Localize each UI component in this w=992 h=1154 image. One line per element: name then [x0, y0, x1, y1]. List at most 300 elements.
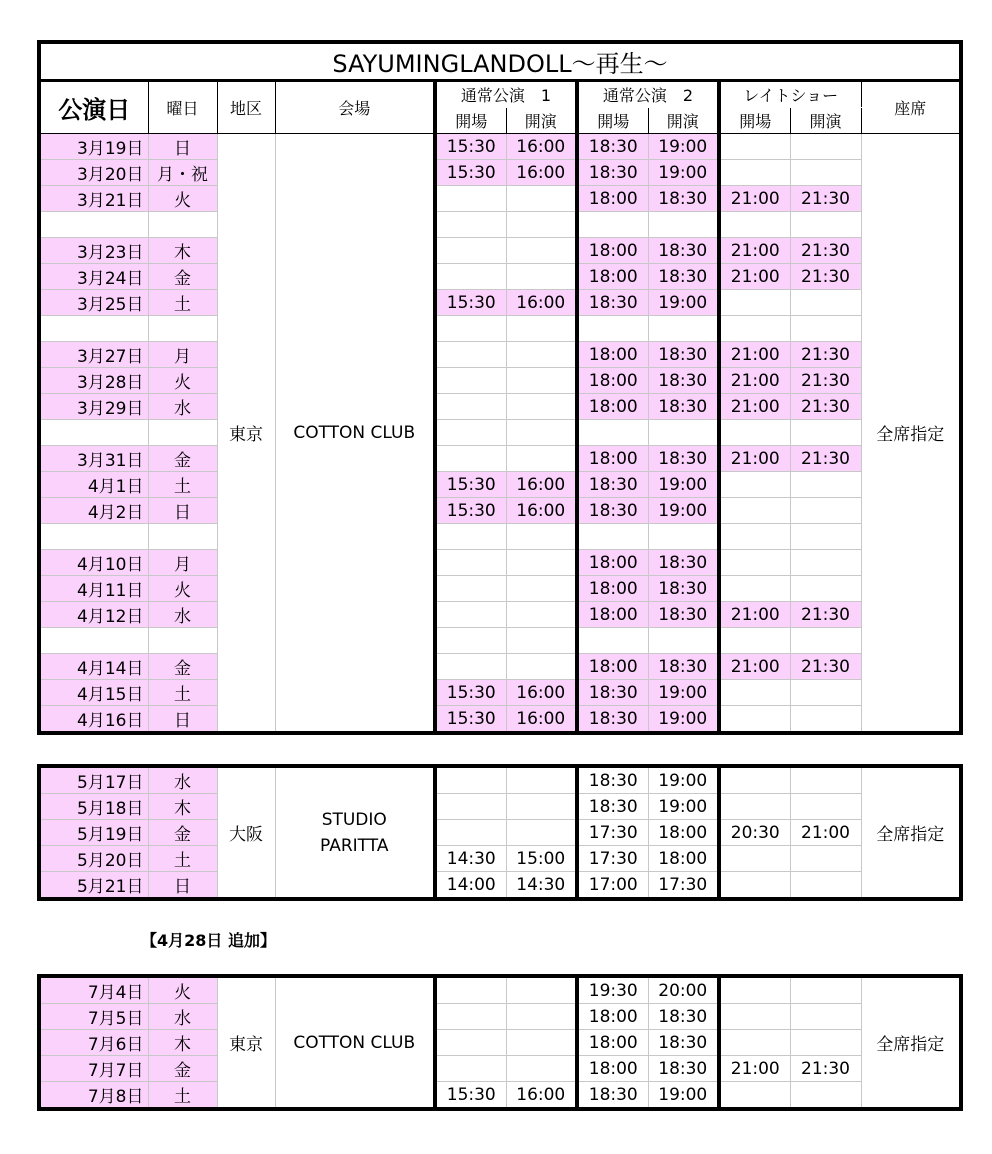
time-cell: 18:30 — [577, 794, 648, 820]
time-cell — [506, 794, 577, 820]
time-cell: 18:00 — [577, 342, 648, 368]
time-cell: 18:30 — [648, 602, 719, 628]
time-cell — [435, 1056, 506, 1082]
time-cell — [435, 186, 506, 212]
time-cell: 18:30 — [577, 290, 648, 316]
time-cell — [506, 186, 577, 212]
weekday-cell: 日 — [148, 706, 217, 734]
date-cell: 3月19日 — [39, 134, 148, 160]
time-cell — [435, 342, 506, 368]
table-row — [39, 820, 961, 846]
time-cell: 18:30 — [577, 498, 648, 524]
time-cell — [506, 654, 577, 680]
venue-line: PARITTA — [320, 835, 389, 856]
date-cell — [39, 524, 148, 550]
time-cell — [435, 628, 506, 654]
weekday-cell: 水 — [148, 1004, 217, 1030]
time-cell — [435, 316, 506, 342]
time-cell: 18:00 — [577, 264, 648, 290]
time-cell: 15:30 — [435, 290, 506, 316]
time-cell — [506, 1056, 577, 1082]
venue-cell: COTTON CLUB — [275, 976, 435, 1109]
table-row — [39, 446, 961, 472]
time-cell: 19:00 — [648, 472, 719, 498]
weekday-cell: 水 — [148, 766, 217, 794]
weekday-cell: 日 — [148, 498, 217, 524]
table-row — [39, 550, 961, 576]
weekday-cell: 土 — [148, 1082, 217, 1110]
weekday-cell: 金 — [148, 654, 217, 680]
page-title: SAYUMINGLANDOLL～再生～ — [39, 42, 961, 81]
weekday-cell: 木 — [148, 1030, 217, 1056]
time-cell: 18:30 — [648, 550, 719, 576]
time-cell: 21:00 — [719, 654, 790, 680]
time-cell: 18:00 — [577, 394, 648, 420]
time-cell — [506, 212, 577, 238]
time-cell — [719, 472, 790, 498]
time-cell — [790, 160, 861, 186]
table-row — [39, 524, 961, 550]
date-cell: 4月1日 — [39, 472, 148, 498]
time-cell: 18:30 — [648, 264, 719, 290]
weekday-cell: 月・祝 — [148, 160, 217, 186]
table-row — [39, 420, 961, 446]
time-cell — [506, 420, 577, 446]
time-cell — [435, 394, 506, 420]
table-row — [39, 238, 961, 264]
time-cell — [719, 1004, 790, 1030]
table-row — [39, 342, 961, 368]
time-cell — [790, 680, 861, 706]
time-cell — [790, 1030, 861, 1056]
table-row — [39, 368, 961, 394]
time-cell: 18:30 — [648, 446, 719, 472]
header-open: 開場 — [719, 108, 790, 134]
header-show1: 通常公演 1 — [435, 81, 577, 108]
table-row — [39, 794, 961, 820]
time-cell — [790, 976, 861, 1004]
venue-cell: COTTON CLUB — [275, 134, 435, 734]
table-row — [39, 1082, 961, 1110]
time-cell: 16:00 — [506, 134, 577, 160]
time-cell: 18:00 — [577, 446, 648, 472]
time-cell: 21:00 — [719, 264, 790, 290]
time-cell: 17:30 — [577, 820, 648, 846]
time-cell — [506, 602, 577, 628]
time-cell: 21:00 — [719, 446, 790, 472]
time-cell: 21:00 — [719, 602, 790, 628]
date-cell: 7月4日 — [39, 976, 148, 1004]
time-cell: 18:30 — [577, 766, 648, 794]
weekday-cell: 日 — [148, 134, 217, 160]
time-cell: 18:30 — [648, 368, 719, 394]
date-cell — [39, 420, 148, 446]
time-cell — [719, 872, 790, 900]
time-cell — [719, 794, 790, 820]
time-cell — [577, 628, 648, 654]
time-cell: 18:30 — [577, 134, 648, 160]
weekday-cell: 木 — [148, 794, 217, 820]
weekday-cell — [148, 316, 217, 342]
time-cell: 19:00 — [648, 706, 719, 734]
time-cell — [790, 498, 861, 524]
date-cell: 7月8日 — [39, 1082, 148, 1110]
time-cell — [790, 134, 861, 160]
time-cell — [435, 820, 506, 846]
time-cell: 15:30 — [435, 680, 506, 706]
time-cell: 21:30 — [790, 238, 861, 264]
time-cell: 19:00 — [648, 134, 719, 160]
time-cell: 19:00 — [648, 498, 719, 524]
date-cell: 5月20日 — [39, 846, 148, 872]
date-cell: 3月27日 — [39, 342, 148, 368]
time-cell — [577, 316, 648, 342]
header-start: 開演 — [648, 108, 719, 134]
time-cell — [790, 1082, 861, 1110]
time-cell: 19:30 — [577, 976, 648, 1004]
seat-cell: 全席指定 — [861, 134, 961, 734]
date-cell: 7月7日 — [39, 1056, 148, 1082]
time-cell — [648, 212, 719, 238]
date-cell: 7月6日 — [39, 1030, 148, 1056]
time-cell — [506, 446, 577, 472]
header-late: レイトショー — [719, 81, 861, 108]
time-cell — [506, 550, 577, 576]
time-cell: 20:30 — [719, 820, 790, 846]
time-cell — [790, 766, 861, 794]
table-row — [39, 134, 961, 160]
time-cell — [435, 602, 506, 628]
time-cell — [790, 628, 861, 654]
date-cell — [39, 212, 148, 238]
table-row — [39, 394, 961, 420]
weekday-cell: 月 — [148, 342, 217, 368]
time-cell — [435, 766, 506, 794]
time-cell — [790, 576, 861, 602]
time-cell — [506, 576, 577, 602]
time-cell: 18:30 — [577, 1082, 648, 1110]
time-cell — [435, 976, 506, 1004]
time-cell: 21:00 — [719, 342, 790, 368]
seat-cell: 全席指定 — [861, 766, 961, 899]
time-cell — [790, 794, 861, 820]
table-row — [39, 264, 961, 290]
date-cell: 3月25日 — [39, 290, 148, 316]
time-cell — [719, 550, 790, 576]
header-open: 開場 — [435, 108, 506, 134]
time-cell: 18:30 — [648, 1030, 719, 1056]
weekday-cell: 金 — [148, 820, 217, 846]
header-start: 開演 — [506, 108, 577, 134]
date-cell: 4月15日 — [39, 680, 148, 706]
time-cell — [790, 524, 861, 550]
time-cell: 21:30 — [790, 602, 861, 628]
date-cell: 4月14日 — [39, 654, 148, 680]
weekday-cell — [148, 420, 217, 446]
venue-line: STUDIO — [321, 809, 387, 830]
table-row — [39, 160, 961, 186]
time-cell: 18:00 — [648, 846, 719, 872]
time-cell: 18:00 — [648, 820, 719, 846]
time-cell — [719, 628, 790, 654]
area-cell: 東京 — [217, 976, 275, 1109]
table-row — [39, 1056, 961, 1082]
time-cell — [577, 524, 648, 550]
time-cell: 21:30 — [790, 446, 861, 472]
date-cell: 4月12日 — [39, 602, 148, 628]
time-cell — [577, 212, 648, 238]
time-cell — [435, 212, 506, 238]
time-cell — [435, 794, 506, 820]
time-cell: 18:00 — [577, 654, 648, 680]
time-cell: 17:00 — [577, 872, 648, 900]
time-cell — [435, 576, 506, 602]
time-cell: 19:00 — [648, 680, 719, 706]
weekday-cell: 日 — [148, 872, 217, 900]
time-cell — [790, 290, 861, 316]
time-cell — [435, 238, 506, 264]
header-open: 開場 — [577, 108, 648, 134]
weekday-cell: 木 — [148, 238, 217, 264]
date-cell — [39, 316, 148, 342]
header-day: 曜日 — [148, 81, 217, 134]
time-cell: 21:00 — [719, 368, 790, 394]
weekday-cell: 火 — [148, 576, 217, 602]
time-cell: 18:00 — [577, 1004, 648, 1030]
time-cell — [790, 472, 861, 498]
date-cell: 5月19日 — [39, 820, 148, 846]
table-row — [39, 846, 961, 872]
time-cell: 18:30 — [577, 160, 648, 186]
time-cell — [790, 706, 861, 734]
time-cell — [506, 1030, 577, 1056]
date-cell: 5月17日 — [39, 766, 148, 794]
time-cell: 18:30 — [648, 576, 719, 602]
date-cell: 5月21日 — [39, 872, 148, 900]
time-cell — [719, 976, 790, 1004]
time-cell — [790, 872, 861, 900]
weekday-cell — [148, 524, 217, 550]
time-cell — [506, 368, 577, 394]
time-cell: 14:00 — [435, 872, 506, 900]
time-cell — [719, 576, 790, 602]
time-cell — [435, 446, 506, 472]
time-cell: 21:00 — [719, 394, 790, 420]
weekday-cell: 火 — [148, 976, 217, 1004]
time-cell: 21:30 — [790, 1056, 861, 1082]
time-cell — [506, 316, 577, 342]
time-cell: 21:00 — [719, 238, 790, 264]
time-cell: 18:00 — [577, 1056, 648, 1082]
time-cell: 15:30 — [435, 498, 506, 524]
time-cell: 15:30 — [435, 160, 506, 186]
table-row — [39, 316, 961, 342]
table-row — [39, 472, 961, 498]
time-cell — [506, 524, 577, 550]
time-cell — [506, 820, 577, 846]
weekday-cell: 水 — [148, 602, 217, 628]
time-cell — [719, 134, 790, 160]
date-cell: 3月24日 — [39, 264, 148, 290]
time-cell: 21:30 — [790, 368, 861, 394]
table-row — [39, 212, 961, 238]
time-cell — [506, 394, 577, 420]
time-cell: 18:00 — [577, 550, 648, 576]
time-cell: 15:30 — [435, 706, 506, 734]
table-row — [39, 602, 961, 628]
date-cell: 3月31日 — [39, 446, 148, 472]
schedule-table-osaka — [37, 764, 963, 901]
table-row — [39, 628, 961, 654]
time-cell: 17:30 — [577, 846, 648, 872]
date-cell: 5月18日 — [39, 794, 148, 820]
time-cell: 18:30 — [577, 706, 648, 734]
time-cell: 16:00 — [506, 1082, 577, 1110]
date-cell: 7月5日 — [39, 1004, 148, 1030]
time-cell: 21:00 — [719, 186, 790, 212]
weekday-cell: 月 — [148, 550, 217, 576]
date-cell: 3月28日 — [39, 368, 148, 394]
table-row — [39, 1004, 961, 1030]
weekday-cell: 金 — [148, 264, 217, 290]
weekday-cell: 土 — [148, 680, 217, 706]
time-cell — [790, 846, 861, 872]
weekday-cell: 水 — [148, 394, 217, 420]
table-row — [39, 290, 961, 316]
time-cell: 18:00 — [577, 186, 648, 212]
time-cell: 16:00 — [506, 498, 577, 524]
time-cell: 20:00 — [648, 976, 719, 1004]
time-cell: 21:00 — [790, 820, 861, 846]
time-cell: 16:00 — [506, 160, 577, 186]
time-cell: 18:30 — [648, 1056, 719, 1082]
time-cell: 18:30 — [648, 186, 719, 212]
table-row — [39, 498, 961, 524]
time-cell: 21:30 — [790, 186, 861, 212]
time-cell: 14:30 — [435, 846, 506, 872]
time-cell — [719, 846, 790, 872]
table-row — [39, 576, 961, 602]
time-cell — [435, 368, 506, 394]
time-cell — [719, 706, 790, 734]
time-cell — [435, 524, 506, 550]
time-cell — [719, 160, 790, 186]
time-cell — [719, 212, 790, 238]
area-cell: 大阪 — [217, 766, 275, 899]
time-cell: 18:00 — [577, 576, 648, 602]
time-cell — [506, 976, 577, 1004]
date-cell: 3月23日 — [39, 238, 148, 264]
table-row — [39, 680, 961, 706]
time-cell: 19:00 — [648, 766, 719, 794]
time-cell: 21:30 — [790, 394, 861, 420]
time-cell: 19:00 — [648, 1082, 719, 1110]
date-cell: 4月16日 — [39, 706, 148, 734]
time-cell — [435, 550, 506, 576]
header-show2: 通常公演 2 — [577, 81, 719, 108]
table-row — [39, 976, 961, 1004]
time-cell: 15:30 — [435, 134, 506, 160]
time-cell — [435, 420, 506, 446]
time-cell: 18:00 — [577, 368, 648, 394]
time-cell — [790, 316, 861, 342]
time-cell — [719, 524, 790, 550]
time-cell — [435, 1004, 506, 1030]
time-cell — [435, 1030, 506, 1056]
weekday-cell: 火 — [148, 186, 217, 212]
date-cell: 4月2日 — [39, 498, 148, 524]
date-cell: 3月29日 — [39, 394, 148, 420]
time-cell — [648, 524, 719, 550]
date-cell: 3月21日 — [39, 186, 148, 212]
time-cell — [790, 1004, 861, 1030]
time-cell: 21:30 — [790, 264, 861, 290]
weekday-cell: 火 — [148, 368, 217, 394]
time-cell: 21:30 — [790, 654, 861, 680]
weekday-cell: 土 — [148, 290, 217, 316]
header-date: 公演日 — [39, 81, 148, 134]
time-cell — [506, 628, 577, 654]
time-cell — [719, 1030, 790, 1056]
time-cell: 19:00 — [648, 290, 719, 316]
time-cell — [719, 420, 790, 446]
time-cell — [506, 342, 577, 368]
time-cell: 18:30 — [648, 238, 719, 264]
time-cell — [790, 550, 861, 576]
time-cell: 18:30 — [577, 680, 648, 706]
time-cell: 17:30 — [648, 872, 719, 900]
time-cell — [506, 766, 577, 794]
time-cell — [790, 212, 861, 238]
table-row — [39, 186, 961, 212]
time-cell — [719, 316, 790, 342]
time-cell — [506, 264, 577, 290]
header-seat: 座席 — [861, 81, 961, 134]
time-cell: 18:00 — [577, 238, 648, 264]
time-cell — [719, 680, 790, 706]
schedule-table-tokyo-july — [37, 974, 963, 1111]
time-cell: 18:30 — [648, 342, 719, 368]
time-cell: 16:00 — [506, 472, 577, 498]
time-cell: 18:30 — [577, 472, 648, 498]
header-start: 開演 — [790, 108, 861, 134]
time-cell — [719, 1082, 790, 1110]
table-row — [39, 766, 961, 794]
time-cell: 15:30 — [435, 472, 506, 498]
time-cell: 15:00 — [506, 846, 577, 872]
schedule-table-tokyo-spring — [37, 40, 963, 735]
weekday-cell: 土 — [148, 472, 217, 498]
time-cell: 18:30 — [648, 1004, 719, 1030]
time-cell: 19:00 — [648, 794, 719, 820]
weekday-cell: 金 — [148, 446, 217, 472]
time-cell — [648, 316, 719, 342]
time-cell: 18:30 — [648, 654, 719, 680]
table-row — [39, 872, 961, 900]
time-cell — [719, 766, 790, 794]
time-cell: 16:00 — [506, 290, 577, 316]
time-cell: 18:00 — [577, 602, 648, 628]
time-cell — [790, 420, 861, 446]
date-cell: 4月10日 — [39, 550, 148, 576]
time-cell — [577, 420, 648, 446]
addition-note: 【4月28日 追加】 — [141, 931, 276, 950]
time-cell — [506, 238, 577, 264]
time-cell: 16:00 — [506, 706, 577, 734]
time-cell: 21:00 — [719, 1056, 790, 1082]
date-cell — [39, 628, 148, 654]
weekday-cell — [148, 628, 217, 654]
